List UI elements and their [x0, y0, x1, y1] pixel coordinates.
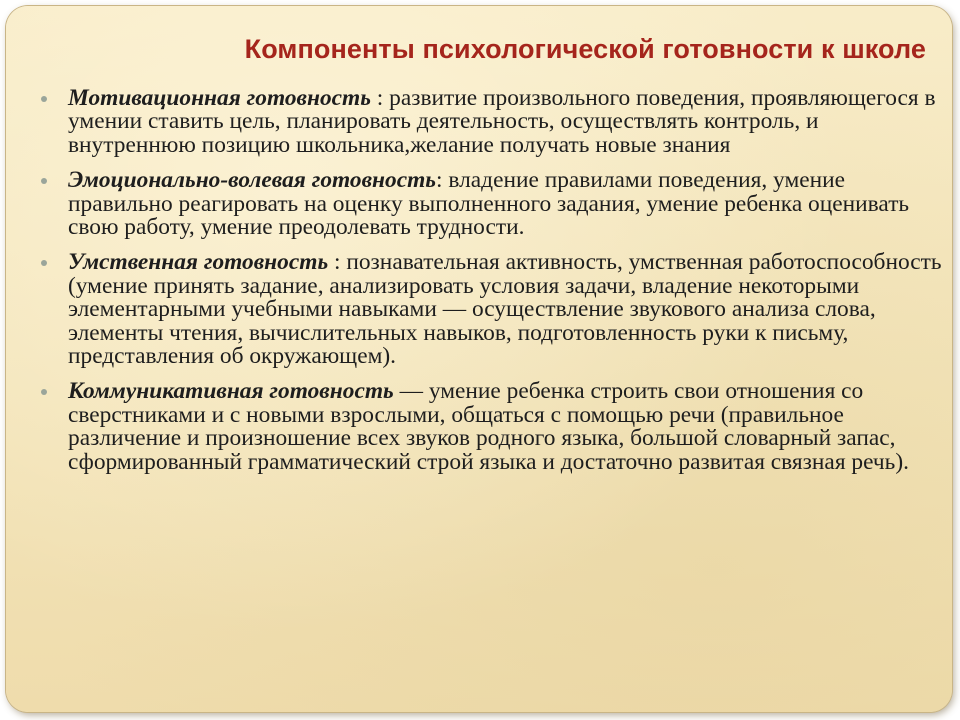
slide-title: Компоненты психологической готовности к школе: [244, 34, 926, 64]
bullet-term: Эмоционально-волевая готовность: [68, 167, 437, 194]
bullet-separator: :: [436, 167, 449, 194]
bullet-item-emotional-volitional: [36, 169, 942, 239]
bullet-separator: —: [393, 378, 429, 405]
bullet-list: [36, 87, 942, 486]
bullet-term: Коммуникативная готовность: [68, 378, 394, 405]
bullet-separator: :: [328, 249, 347, 276]
bullet-item-motivational: [36, 87, 942, 157]
bullet-separator: :: [370, 85, 390, 111]
bullet-text: развитие произвольного поведения, проявляющегося в умении ставить цель, планировать деятельность, осуществлять контроль, и внутреннюю позицию школьника,желание получать новые знания: [68, 85, 936, 158]
bullet-term: Мотивационная готовность: [68, 85, 371, 111]
bullet-text: владение правилами поведения, умение правильно реагировать на оценку выполненного задания, умение ребенка оценивать свою работу, умение преодолевать трудности.: [68, 167, 910, 241]
bullet-text: умение ребенка строить свои отношения со сверстниками и с новыми взрослыми, общаться с помощью речи (правильное различение и произношение всех звуков родного языка, большой словарный запас, сформированный грамматический строй языка и достаточно развитая связная речь).: [68, 378, 909, 475]
bullet-item-communicative: [36, 380, 942, 474]
bullet-term: Умственная готовность: [68, 249, 329, 276]
slide: [6, 6, 952, 712]
bullet-item-intellectual: [36, 251, 942, 368]
bullet-text: познавательная активность, умственная работоспособность (умение принять задание, анализировать условия задачи, владение некоторыми элементарными учебными навыками — осуществление звукового анализа слова, элементы чтения, вычислительных навыков, подготовленность руки к письму, представления об окружающем).: [68, 249, 942, 370]
